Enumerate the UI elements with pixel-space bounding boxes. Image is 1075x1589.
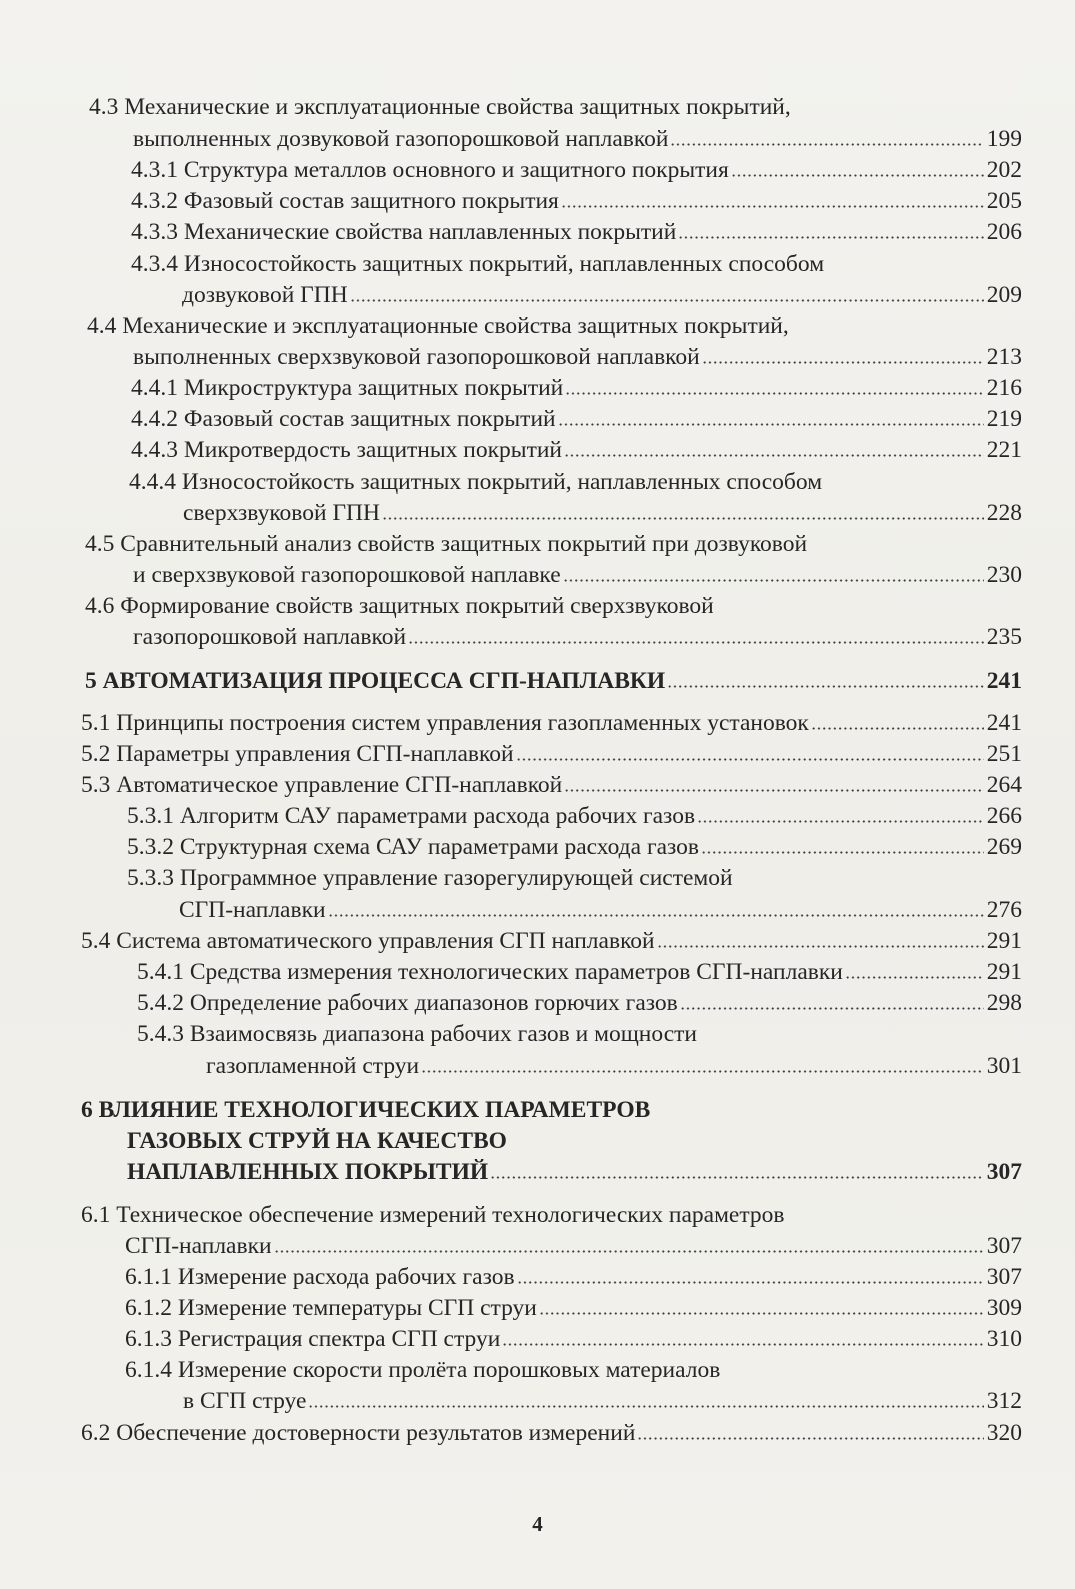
dot-leader (678, 236, 983, 239)
toc-entry (131, 217, 1022, 247)
toc-entry (182, 280, 1022, 310)
toc-entry (81, 770, 1022, 800)
toc-entry-title: 5.2 Параметры управления СГП-наплавкой (81, 741, 514, 767)
dot-leader (382, 517, 984, 520)
toc-entry (129, 467, 822, 497)
dot-leader (701, 851, 984, 854)
dot-leader (667, 685, 984, 688)
toc-entry (125, 1355, 720, 1385)
toc-entry-page: 310 (986, 1326, 1022, 1352)
toc-entry-title: газопорошковой наплавкой (133, 624, 407, 650)
toc-entry-title: 6.1.1 Измерение расхода рабочих газов (125, 1264, 515, 1290)
toc-entry (131, 155, 1022, 185)
toc-entry (127, 832, 1022, 862)
toc-entry (81, 739, 1022, 769)
toc-entry-title: 4.4.1 Микроструктура защитных покрытий (131, 375, 564, 401)
toc-entry-title: 4.4.4 Износостойкость защитных покрытий, наплавленных способом (129, 469, 823, 495)
dot-leader (516, 758, 984, 761)
toc-entry-title: НАПЛАВЛЕННЫХ ПОКРЫТИЙ (127, 1159, 489, 1185)
toc-entry-page: 291 (986, 928, 1022, 954)
dot-leader (490, 1176, 984, 1179)
toc-entry (127, 1157, 1022, 1187)
toc-entry-page: 291 (986, 959, 1022, 985)
dot-leader (539, 1312, 984, 1315)
toc-entry (81, 1095, 650, 1125)
toc-entry-title: сверхзвуковой ГПН (183, 500, 380, 526)
toc-entry (131, 249, 824, 279)
dot-leader (697, 820, 984, 823)
page-number: 4 (532, 1512, 543, 1536)
toc-entry (133, 124, 1022, 154)
toc-entry-title: СГП-наплавки (125, 1233, 272, 1259)
toc-entry-page: 241 (986, 668, 1022, 694)
toc-entry-title: 4.3.1 Структура металлов основного и защитного покрытия (131, 157, 729, 183)
toc-entry-title: 5.4 Система автоматического управления СГП наплавкой (81, 928, 655, 954)
dot-leader (845, 976, 984, 979)
toc-entry-page: 199 (986, 126, 1022, 152)
toc-entry-page: 202 (986, 157, 1022, 183)
dot-leader (308, 1405, 983, 1408)
toc-entry (125, 1293, 1022, 1323)
dot-leader (328, 914, 984, 917)
toc-entry-title: 4.3.3 Механические свойства наплавленных покрытий (131, 219, 677, 245)
toc-entry-title: 5 АВТОМАТИЗАЦИЯ ПРОЦЕССА СГП-НАПЛАВКИ (85, 668, 666, 694)
toc-entry (125, 1231, 1022, 1261)
toc-entry-title: 4.5 Сравнительный анализ свойств защитных покрытий при дозвуковой (85, 531, 808, 557)
dot-leader (731, 174, 984, 177)
toc-entry-page: 241 (986, 710, 1022, 736)
toc-entry-page: 307 (986, 1233, 1022, 1259)
toc-entry-page: 264 (986, 772, 1022, 798)
toc-entry-page: 251 (986, 741, 1022, 767)
toc-entry-page: 309 (986, 1295, 1022, 1321)
dot-leader (350, 299, 984, 302)
dot-leader (502, 1343, 983, 1346)
toc-entry (85, 591, 714, 621)
toc-entry-page: 228 (986, 500, 1022, 526)
toc-entry (137, 988, 1022, 1018)
toc-entry (81, 708, 1022, 738)
dot-leader (563, 579, 984, 582)
toc-entry (85, 529, 807, 559)
toc-entry-title: 6.1.4 Измерение скорости пролёта порошковых материалов (125, 1357, 721, 1383)
toc-entry-page: 312 (986, 1388, 1022, 1414)
toc-entry (133, 342, 1022, 372)
toc-entry (131, 373, 1022, 403)
toc-entry-title: 5.1 Принципы построения систем управления газопламенных установок (81, 710, 809, 736)
dot-leader (680, 1007, 984, 1010)
toc-entry-title: 4.4.3 Микротвердость защитных покрытий (131, 437, 562, 463)
dot-leader (517, 1281, 984, 1284)
toc-entry (131, 404, 1022, 434)
toc-entry (183, 498, 1022, 528)
toc-entry (133, 622, 1022, 652)
toc-entry (85, 666, 1022, 696)
toc-entry-page: 269 (986, 834, 1022, 860)
dot-leader (811, 727, 984, 730)
toc-entry (81, 1200, 785, 1230)
toc-entry-page: 213 (986, 344, 1022, 370)
toc-entry-title: 5.4.3 Взаимосвязь диапазона рабочих газов и мощности (137, 1021, 697, 1047)
toc-entry (183, 1386, 1022, 1416)
toc-entry-page: 320 (986, 1420, 1022, 1446)
toc-entry-title: в СГП струе (183, 1388, 307, 1414)
dot-leader (637, 1437, 983, 1440)
toc-entry-title: 5.3.2 Структурная схема САУ параметрами расхода газов (127, 834, 699, 860)
toc-entry (125, 1324, 1022, 1354)
toc-entry-title: 4.3 Механические и эксплуатационные свойства защитных покрытий, (89, 94, 791, 120)
dot-leader (564, 454, 984, 457)
toc-entry (137, 957, 1022, 987)
dot-leader (408, 641, 984, 644)
toc-entry-title: ГАЗОВЫХ СТРУЙ НА КАЧЕСТВО (127, 1128, 507, 1154)
dot-leader (274, 1250, 984, 1253)
toc-entry (125, 1262, 1022, 1292)
toc-entry-title: выполненных сверхзвуковой газопорошковой наплавкой (133, 344, 700, 370)
toc-entry (131, 186, 1022, 216)
toc-entry-title: 5.3.3 Программное управление газорегулирующей системой (127, 865, 733, 891)
toc-entry-page: 209 (986, 282, 1022, 308)
toc-entry-page: 221 (986, 437, 1022, 463)
toc-entry-title: 6.1.3 Регистрация спектра СГП струи (125, 1326, 501, 1352)
dot-leader (564, 789, 984, 792)
toc-entry-title: 5.4.2 Определение рабочих диапазонов горючих газов (137, 990, 678, 1016)
dot-leader (565, 392, 984, 395)
toc-entry-title: 6.1 Техническое обеспечение измерений технологических параметров (81, 1202, 785, 1228)
toc-entry-title: 5.4.1 Средства измерения технологических параметров СГП-наплавки (137, 959, 843, 985)
toc-entry-page: 219 (986, 406, 1022, 432)
toc-entry (131, 435, 1022, 465)
toc-entry-page: 235 (986, 624, 1022, 650)
toc-entry-title: 4.3.4 Износостойкость защитных покрытий, наплавленных способом (131, 251, 825, 277)
dot-leader (670, 143, 983, 146)
toc-entry-title: 4.4.2 Фазовый состав защитных покрытий (131, 406, 556, 432)
toc-entry-page: 276 (986, 897, 1022, 923)
toc-entry-title: 4.3.2 Фазовый состав защитного покрытия (131, 188, 559, 214)
dot-leader (421, 1070, 984, 1073)
toc-entry (206, 1051, 1022, 1081)
toc-entry-title: 6.2 Обеспечение достоверности результатов измерений (81, 1420, 636, 1446)
toc-entry-page: 205 (986, 188, 1022, 214)
toc-entry (87, 311, 789, 341)
toc-entry (127, 863, 733, 893)
toc-entry-title: 6 ВЛИЯНИЕ ТЕХНОЛОГИЧЕСКИХ ПАРАМЕТРОВ (81, 1097, 651, 1123)
toc-entry-page: 216 (986, 375, 1022, 401)
toc-entry (127, 1126, 507, 1156)
toc-entry (179, 895, 1022, 925)
toc-entry (137, 1019, 697, 1049)
toc-entry-title: и сверхзвуковой газопорошковой наплавке (133, 562, 561, 588)
toc-entry-page: 230 (986, 562, 1022, 588)
toc-entry-title: 4.4 Механические и эксплуатационные свойства защитных покрытий, (87, 313, 789, 339)
toc-entry-title: 5.3 Автоматическое управление СГП-наплавкой (81, 772, 563, 798)
dot-leader (702, 361, 984, 364)
toc-entry (81, 926, 1022, 956)
toc-entry-page: 206 (986, 219, 1022, 245)
dot-leader (558, 423, 984, 426)
toc-entry (133, 560, 1022, 590)
toc-entry-title: 5.3.1 Алгоритм САУ параметрами расхода рабочих газов (127, 803, 696, 829)
toc-entry-page: 301 (986, 1053, 1022, 1079)
toc-entry (81, 1418, 1022, 1448)
toc-entry-title: 4.6 Формирование свойств защитных покрытий сверхзвуковой (85, 593, 714, 619)
dot-leader (657, 945, 984, 948)
dot-leader (561, 205, 984, 208)
toc-entry-title: 6.1.2 Измерение температуры СГП струи (125, 1295, 537, 1321)
toc-entry-page: 307 (986, 1159, 1022, 1185)
toc-entry-title: газопламенной струи (206, 1053, 420, 1079)
toc-entry-title: СГП-наплавки (179, 897, 326, 923)
toc-entry (127, 801, 1022, 831)
toc-entry-page: 266 (986, 803, 1022, 829)
toc-entry-page: 298 (986, 990, 1022, 1016)
toc-entry-page: 307 (986, 1264, 1022, 1290)
toc-entry-title: выполненных дозвуковой газопорошковой наплавкой (133, 126, 669, 152)
toc-entry (89, 92, 791, 122)
toc-entry-title: дозвуковой ГПН (182, 282, 348, 308)
